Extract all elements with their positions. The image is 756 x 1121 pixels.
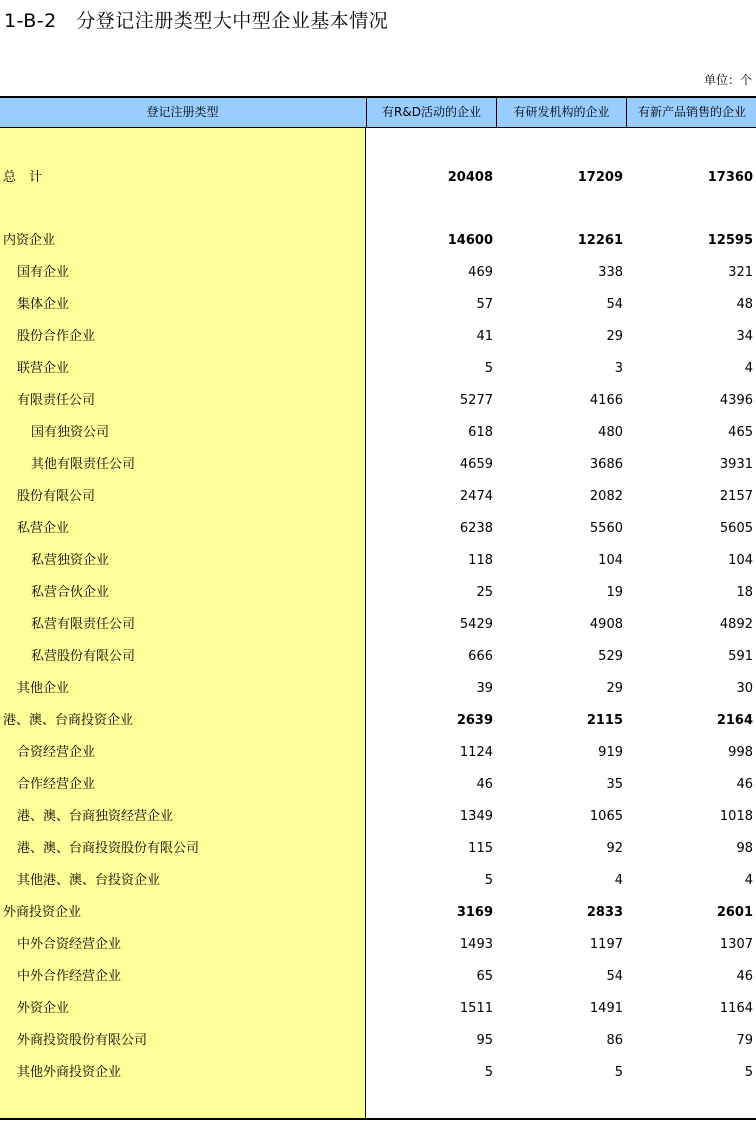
table-row <box>0 327 756 347</box>
row-value: 30 <box>736 681 753 696</box>
table-row <box>0 295 756 315</box>
row-label: 港、澳、台商独资经营企业 <box>17 809 174 824</box>
row-value: 3931 <box>719 457 753 472</box>
row-label: 合作经营企业 <box>17 777 96 792</box>
row-value: 5429 <box>459 617 493 632</box>
row-label: 国有独资公司 <box>31 425 110 440</box>
row-value: 5 <box>614 1065 623 1080</box>
row-value: 20408 <box>447 170 493 185</box>
row-value: 2164 <box>716 713 753 728</box>
row-value: 469 <box>468 265 493 280</box>
row-label: 私营股份有限公司 <box>31 649 136 664</box>
table-row <box>0 839 756 859</box>
table-row <box>0 391 756 411</box>
row-value: 3686 <box>589 457 623 472</box>
table-row <box>0 903 756 923</box>
row-value: 5 <box>744 1065 753 1080</box>
row-label: 内资企业 <box>3 233 56 248</box>
table-row <box>0 647 756 667</box>
header-rd-activity: 有R&D活动的企业 <box>366 98 496 127</box>
row-label: 外商投资股份有限公司 <box>17 1033 148 1048</box>
row-value: 5 <box>484 873 493 888</box>
row-value: 48 <box>736 297 753 312</box>
table-row <box>0 999 756 1019</box>
row-label: 合资经营企业 <box>17 745 96 760</box>
row-value: 25 <box>476 585 493 600</box>
row-value: 4 <box>614 873 623 888</box>
row-value: 5 <box>484 361 493 376</box>
row-value: 17209 <box>577 170 623 185</box>
row-value: 2639 <box>456 713 493 728</box>
row-label: 股份合作企业 <box>17 329 96 344</box>
row-value: 34 <box>736 329 753 344</box>
table-row <box>0 583 756 603</box>
row-value: 1307 <box>719 937 753 952</box>
row-label: 中外合资经营企业 <box>17 937 122 952</box>
row-value: 1018 <box>719 809 753 824</box>
row-value: 41 <box>476 329 493 344</box>
row-value: 5605 <box>719 521 753 536</box>
row-value: 5560 <box>589 521 623 536</box>
row-value: 5 <box>484 1065 493 1080</box>
row-label: 私营企业 <box>17 521 70 536</box>
row-label: 其他港、澳、台投资企业 <box>17 873 161 888</box>
row-label: 其他有限责任公司 <box>31 457 136 472</box>
row-value: 29 <box>606 681 623 696</box>
row-value: 18 <box>736 585 753 600</box>
row-value: 2833 <box>586 905 623 920</box>
row-value: 92 <box>606 841 623 856</box>
table-row <box>0 519 756 539</box>
row-value: 1065 <box>589 809 623 824</box>
row-value: 29 <box>606 329 623 344</box>
table-row <box>0 679 756 699</box>
row-value: 465 <box>728 425 753 440</box>
table-row <box>0 967 756 987</box>
row-value: 2157 <box>719 489 753 504</box>
row-value: 35 <box>606 777 623 792</box>
row-label: 股份有限公司 <box>17 489 96 504</box>
row-value: 39 <box>476 681 493 696</box>
table-row <box>0 807 756 827</box>
row-value: 79 <box>736 1033 753 1048</box>
row-value: 1491 <box>589 1001 623 1016</box>
row-value: 57 <box>476 297 493 312</box>
row-value: 12595 <box>707 233 753 248</box>
table-row <box>0 231 756 251</box>
row-label: 其他企业 <box>17 681 70 696</box>
row-value: 1493 <box>459 937 493 952</box>
row-value: 104 <box>598 553 623 568</box>
row-value: 4908 <box>589 617 623 632</box>
row-value: 46 <box>476 777 493 792</box>
table-header <box>0 96 756 128</box>
row-label: 联营企业 <box>17 361 70 376</box>
table-row <box>0 168 756 188</box>
page-title: 1-B-2 分登记注册类型大中型企业基本情况 <box>4 10 389 32</box>
row-label: 中外合作经营企业 <box>17 969 122 984</box>
table-row <box>0 1063 756 1083</box>
row-label: 其他外商投资企业 <box>17 1065 122 1080</box>
row-value: 17360 <box>707 170 753 185</box>
row-value: 4166 <box>589 393 623 408</box>
table-row <box>0 743 756 763</box>
row-value: 338 <box>598 265 623 280</box>
row-value: 1349 <box>459 809 493 824</box>
row-value: 1124 <box>459 745 493 760</box>
table-row <box>0 423 756 443</box>
row-value: 3 <box>614 361 623 376</box>
row-label: 外资企业 <box>17 1001 70 1016</box>
row-value: 104 <box>728 553 753 568</box>
table-row <box>0 551 756 571</box>
row-value: 86 <box>606 1033 623 1048</box>
row-label: 私营有限责任公司 <box>31 617 136 632</box>
header-new-product-sales: 有新产品销售的企业 <box>626 98 756 127</box>
table-row <box>0 1031 756 1051</box>
row-value: 19 <box>606 585 623 600</box>
row-value: 5277 <box>459 393 493 408</box>
table-row <box>0 487 756 507</box>
row-value: 46 <box>736 969 753 984</box>
table-row <box>0 359 756 379</box>
row-value: 1164 <box>719 1001 753 1016</box>
row-value: 4659 <box>459 457 493 472</box>
row-value: 618 <box>468 425 493 440</box>
row-value: 480 <box>598 425 623 440</box>
row-value: 115 <box>468 841 493 856</box>
row-label: 总 计 <box>3 170 43 185</box>
row-value: 54 <box>606 969 623 984</box>
row-label: 私营合伙企业 <box>31 585 110 600</box>
header-rd-institution: 有研发机构的企业 <box>496 98 626 127</box>
row-label: 集体企业 <box>17 297 70 312</box>
row-value: 666 <box>468 649 493 664</box>
row-value: 321 <box>728 265 753 280</box>
header-registration-type: 登记注册类型 <box>146 105 219 119</box>
row-value: 95 <box>476 1033 493 1048</box>
row-value: 4 <box>744 873 753 888</box>
row-value: 2474 <box>459 489 493 504</box>
row-value: 6238 <box>459 521 493 536</box>
row-value: 98 <box>736 841 753 856</box>
row-value: 65 <box>476 969 493 984</box>
row-value: 1511 <box>459 1001 493 1016</box>
row-label: 国有企业 <box>17 265 70 280</box>
table-row <box>0 711 756 731</box>
row-value: 14600 <box>447 233 493 248</box>
unit-label: 单位：个 <box>703 73 752 87</box>
row-value: 998 <box>728 745 753 760</box>
row-label: 有限责任公司 <box>17 393 96 408</box>
row-value: 54 <box>606 297 623 312</box>
row-value: 591 <box>728 649 753 664</box>
row-value: 919 <box>598 745 623 760</box>
row-value: 4 <box>744 361 753 376</box>
table-row <box>0 871 756 891</box>
row-value: 2115 <box>586 713 623 728</box>
table-row <box>0 615 756 635</box>
row-value: 118 <box>468 553 493 568</box>
table-row <box>0 263 756 283</box>
table-row <box>0 455 756 475</box>
table-row <box>0 935 756 955</box>
table-bottom-border <box>0 1118 756 1120</box>
row-value: 3169 <box>456 905 493 920</box>
row-value: 1197 <box>589 937 623 952</box>
table-row <box>0 775 756 795</box>
row-value: 4396 <box>719 393 753 408</box>
row-value: 46 <box>736 777 753 792</box>
row-label: 私营独资企业 <box>31 553 110 568</box>
row-value: 529 <box>598 649 623 664</box>
row-label: 港、澳、台商投资股份有限公司 <box>17 841 200 856</box>
row-label: 港、澳、台商投资企业 <box>3 713 134 728</box>
row-value: 2082 <box>589 489 623 504</box>
row-value: 2601 <box>716 905 753 920</box>
row-label: 外商投资企业 <box>3 905 82 920</box>
row-value: 12261 <box>577 233 623 248</box>
row-value: 4892 <box>719 617 753 632</box>
